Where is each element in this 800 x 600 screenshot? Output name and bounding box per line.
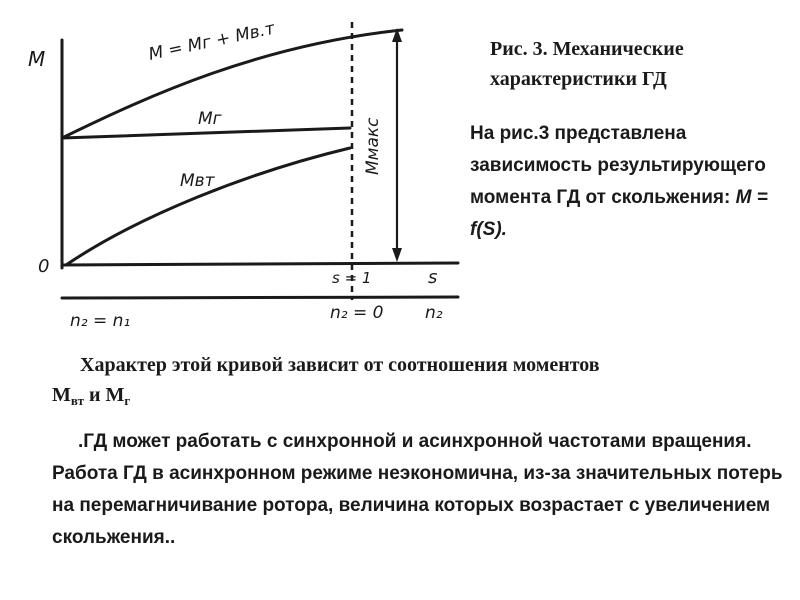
intro-paragraph: [470, 118, 790, 246]
total-curve-label: M = Mг + Mв.т: [146, 18, 277, 65]
operation-paragraph: [52, 426, 787, 554]
mg-curve-label: Mг: [198, 109, 222, 129]
torque-ratio-paragraph: [52, 350, 787, 416]
n-axis-right-label: n₂: [425, 303, 443, 323]
paragraph2-text: ГД может работать с синхронной и асинхронной частотами вращения. Работа ГД в асинхронном режиме неэкономична, из-за значительных потерь на перемагничивание ротора, величина которых возрастает с увеличением скольжения.: [52, 431, 783, 548]
intro-text: На рис.3 представлена зависимость результирующего момента ГД от скольжения:: [470, 123, 766, 208]
mmax-arrow-down: [392, 248, 402, 262]
m-vt-symbol: $М_{вт}$: [52, 384, 84, 408]
n2-axis: [62, 297, 458, 298]
n-axis-mid-label: n₂ = 0: [330, 303, 384, 323]
paragraph2-lead-dot: .: [78, 431, 84, 452]
caption-line-1: Рис. 3. Механические: [490, 38, 684, 60]
s1-label: s = 1: [332, 269, 372, 287]
mechanical-characteristics-figure: [0, 0, 470, 340]
s-axis: [62, 263, 458, 265]
paragraph2-trail-dot: .: [170, 527, 176, 548]
n-axis-left-label: n₂ = n₁: [70, 311, 131, 331]
mmax-label: Mмакс: [363, 117, 383, 175]
origin-label: 0: [38, 256, 50, 277]
mg-line: [62, 128, 350, 138]
mvt-curve-label: Mвт: [180, 171, 215, 191]
axis-y-label: M: [28, 47, 46, 71]
figure-caption: [490, 34, 790, 94]
m-g-symbol: $М_г$: [105, 384, 131, 408]
s-axis-label: s: [428, 267, 438, 288]
caption-line-2: характеристики ГД: [490, 68, 667, 90]
mvt-curve: [66, 148, 350, 265]
intro-formula: M = f(S).: [470, 187, 768, 240]
paragraph1-text: Характер этой кривой зависит от соотношения моментов: [80, 354, 600, 376]
and-word: и: [88, 384, 101, 406]
